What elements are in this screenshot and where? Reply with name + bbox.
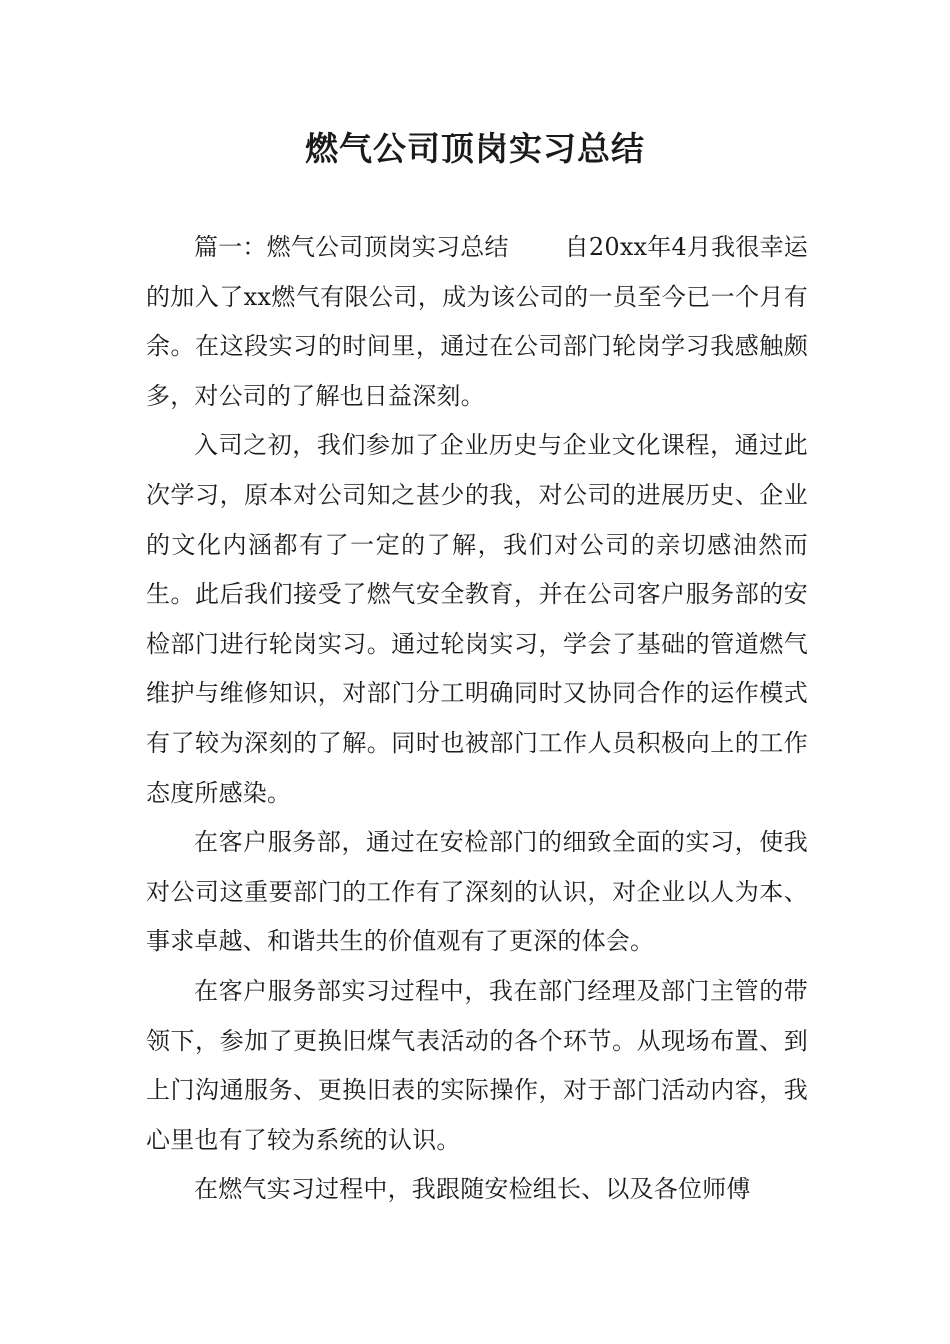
paragraph-intro — [146, 223, 808, 421]
section-label: 篇一：燃气公司顶岗实习总结 — [194, 233, 509, 261]
paragraph: 在客户服务部，通过在安检部门的细致全面的实习，使我对公司这重要部门的工作有了深刻的认识，对企业以人为本、事求卓越、和谐共生的价值观有了更深的体会。 — [146, 828, 808, 956]
paragraph: 在客户服务部实习过程中，我在部门经理及部门主管的带领下，参加了更换旧煤气表活动的各个环节。从现场布置、到上门沟通服务、更换旧表的实际操作，对于部门活动内容，我心里也有了较为系统的认识。 — [146, 976, 808, 1154]
document-body — [146, 223, 808, 1215]
document-title: 燃气公司顶岗实习总结 — [305, 129, 645, 168]
paragraph-text: 自20xx年4月我很幸运的加入了xx燃气有限公司，成为该公司的一员至今已一个月有余。在这段实习的时间里，通过在公司部门轮岗学习我感触颇多，对公司的了解也日益深刻。 — [146, 233, 808, 410]
paragraph: 入司之初，我们参加了企业历史与企业文化课程，通过此次学习，原本对公司知之甚少的我，对公司的进展历史、企业的文化内涵都有了一定的了解，我们对公司的亲切感油然而生。此后我们接受了燃气安全教育，并在公司客户服务部的安检部门进行轮岗实习。通过轮岗实习，学会了基础的管道燃气维护与维修知识，对部门分工明确同时又协同合作的运作模式有了较为深刻的了解。同时也被部门工作人员积极向上的工作态度所感染。 — [146, 431, 808, 807]
paragraph: 在燃气实习过程中，我跟随安检组长、以及各位师傅 — [194, 1175, 751, 1204]
